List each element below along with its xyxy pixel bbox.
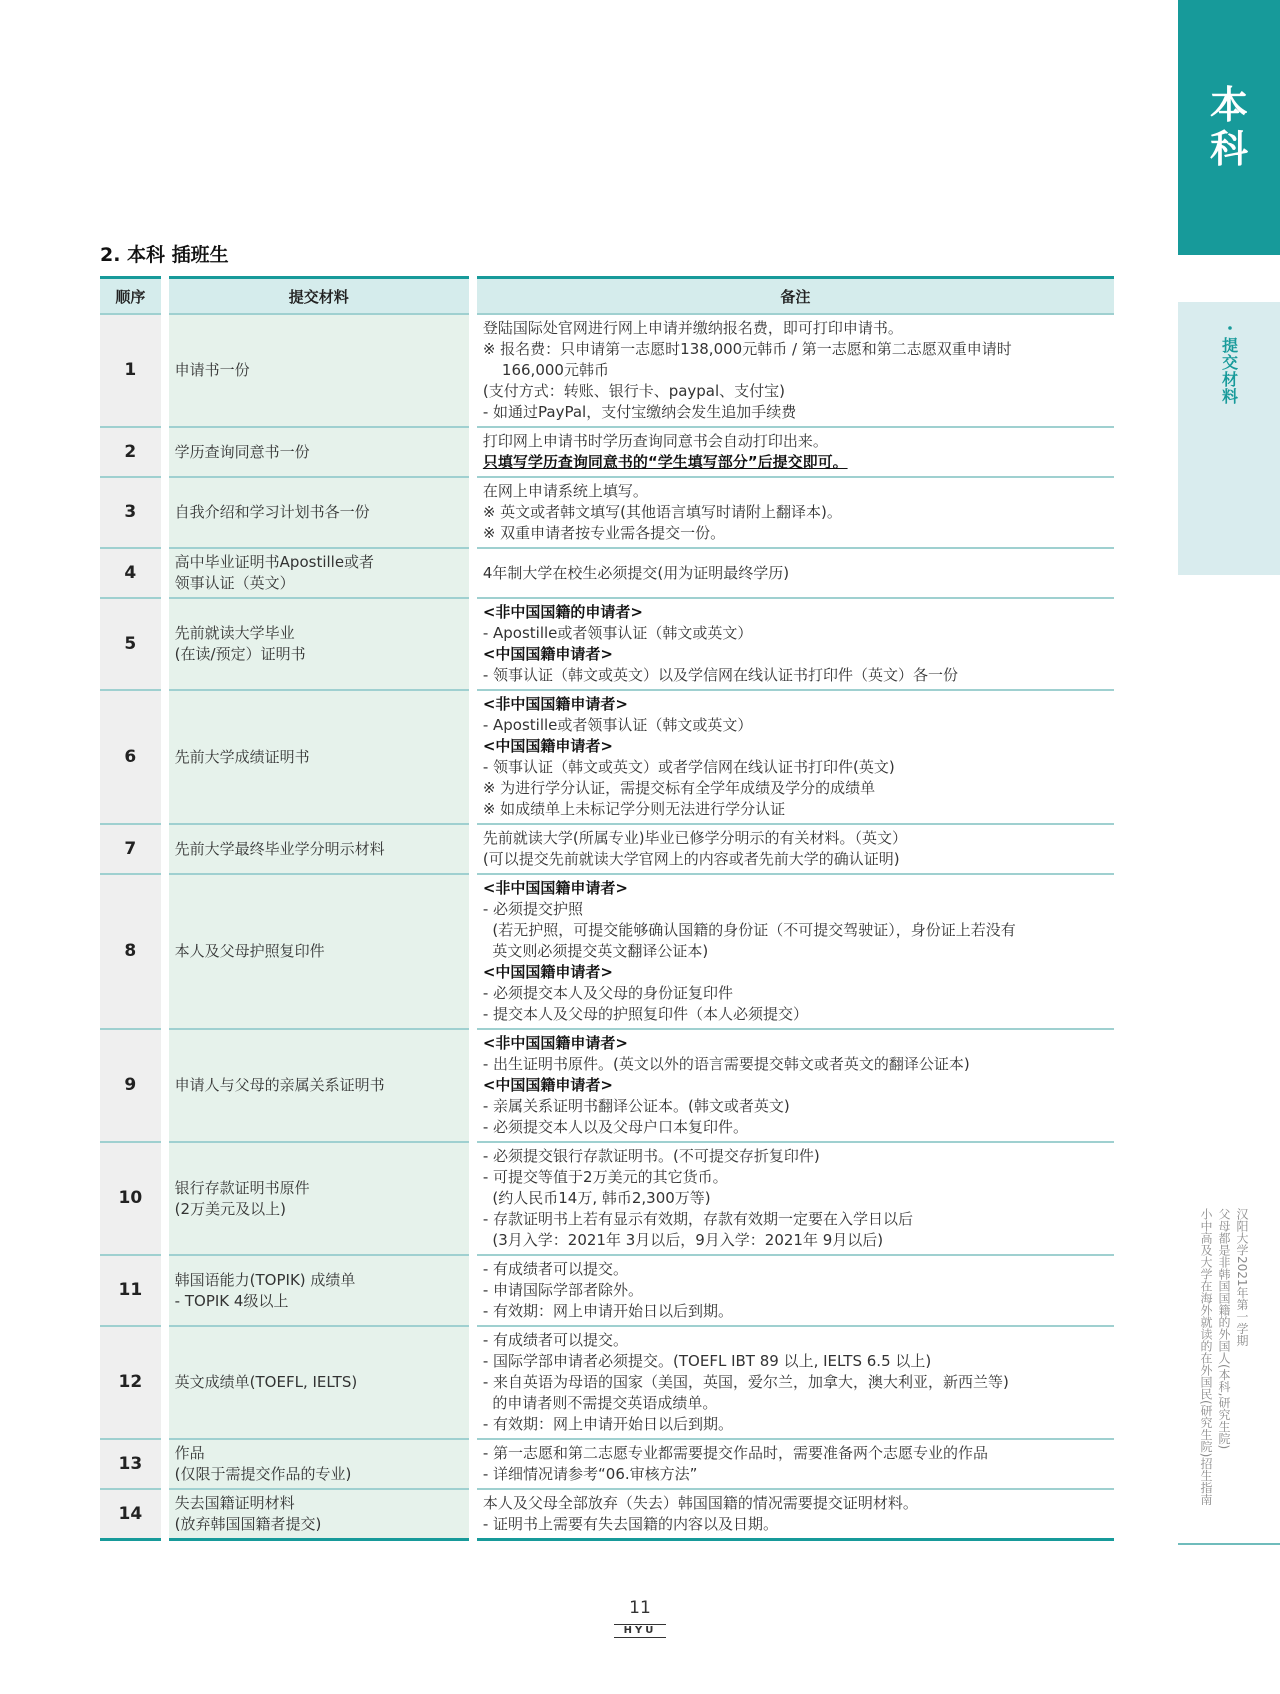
note-line: - 可提交等值于2万美元的其它货币。: [482, 1168, 728, 1186]
note-line: - 申请国际学部者除外。: [482, 1281, 644, 1299]
row-number: 11: [100, 1256, 161, 1327]
note-line: ※ 双重申请者按专业需各提交一份。: [482, 524, 726, 542]
page-number: 11: [629, 1598, 651, 1618]
note-line: - 详细情况请参考“06.审核方法”: [482, 1465, 698, 1483]
note-line: - 有效期：网上申请开始日以后到期。: [482, 1415, 734, 1433]
row-number: 2: [100, 428, 161, 478]
note-line: - 第一志愿和第二志愿专业都需要提交作品时，需要准备两个志愿专业的作品: [482, 1444, 989, 1462]
table-row: [100, 1490, 1114, 1541]
row-number: 14: [100, 1490, 161, 1541]
notes-cell: [477, 478, 1114, 549]
note-line: - 必须提交银行存款证明书。(不可提交存折复印件): [482, 1147, 820, 1165]
note-line: (约人民币14万, 韩币2,300万等): [482, 1189, 711, 1207]
material-cell: [169, 478, 469, 549]
material-line: (放弃韩国国籍者提交): [174, 1515, 322, 1533]
material-line: 学历查询同意书一份: [174, 442, 310, 461]
note-heading: <非中国国籍申请者>: [482, 1034, 628, 1052]
note-line: (支付方式：转账、银行卡、paypal、支付宝): [482, 382, 786, 400]
notes-cell: [477, 1440, 1114, 1490]
note-line: - 亲属关系证明书翻译公证本。(韩文或者英文): [482, 1097, 790, 1115]
note-line: ※ 如成绩单上未标记学分则无法进行学分认证: [482, 800, 786, 818]
material-line: 本人及父母护照复印件: [174, 942, 325, 960]
side-divider: [1178, 1543, 1280, 1545]
side-note-line: 汉阳大学2021年第一学期: [1235, 1208, 1249, 1347]
note-line: - Apostille或者领事认证（韩文或英文）: [482, 716, 753, 734]
row-number: 3: [100, 478, 161, 549]
header-order: 顺序: [100, 276, 161, 315]
note-line: - Apostille或者领事认证（韩文或英文）: [482, 624, 753, 642]
material-line: - TOPIK 4级以上: [174, 1291, 289, 1310]
notes-cell: [477, 428, 1114, 478]
note-line: 的申请者则不需提交英语成绩单。: [482, 1394, 718, 1412]
note-line: - 来自英语为母语的国家（美国，英国，爱尔兰，加拿大，澳大利亚，新西兰等): [482, 1373, 1009, 1391]
page-footer: [0, 1598, 1280, 1638]
material-cell: [169, 1327, 469, 1440]
note-heading: <非中国国籍申请者>: [482, 695, 628, 713]
row-number: 9: [100, 1030, 161, 1143]
material-cell: [169, 428, 469, 478]
note-line: - 证明书上需要有失去国籍的内容以及日期。: [482, 1515, 779, 1533]
notes-cell: [477, 549, 1114, 599]
row-number: 5: [100, 599, 161, 691]
table-row: [100, 1143, 1114, 1256]
note-line: (3月入学：2021年 3月以后，9月入学：2021年 9月以后): [482, 1231, 884, 1249]
notes-cell: [477, 1490, 1114, 1541]
note-line: - 必须提交护照: [482, 900, 584, 918]
material-line: 领事认证（英文）: [174, 574, 295, 592]
side-note-line: 小中高及大学在海外就读的在外国民(研究生院)招生指南: [1199, 1208, 1213, 1506]
material-cell: [169, 1030, 469, 1143]
note-line: - 出生证明书原件。(英文以外的语言需要提交韩文或者英文的翻译公证本): [482, 1055, 970, 1073]
table-row: [100, 875, 1114, 1030]
notes-cell: [477, 875, 1114, 1030]
notes-cell: [477, 1030, 1114, 1143]
material-line: 失去国籍证明材料: [174, 1494, 295, 1512]
material-line: (2万美元及以上): [174, 1199, 286, 1218]
requirements-table: [92, 276, 1122, 1541]
note-line: 登陆国际处官网进行网上申请并缴纳报名费，即可打印申请书。: [482, 319, 903, 337]
note-line: - 提交本人及父母的护照复印件（本人必须提交）: [482, 1005, 809, 1023]
note-line: - 有成绩者可以提交。: [482, 1331, 629, 1349]
table-row: [100, 691, 1114, 825]
material-line: 申请人与父母的亲属关系证明书: [174, 1076, 385, 1094]
table-row: [100, 1440, 1114, 1490]
material-line: (仅限于需提交作品的专业): [174, 1465, 352, 1483]
note-heading: <中国国籍申请者>: [482, 645, 613, 663]
note-line: 英文则必须提交英文翻译公证本): [482, 942, 709, 960]
tab-char: 科: [1209, 126, 1248, 171]
note-line: - 领事认证（韩文或英文）以及学信网在线认证书打印件（英文）各一份: [482, 666, 959, 684]
side-note-line: 父母都是非韩国国籍的外国人(本科,研究生院): [1217, 1208, 1231, 1450]
notes-cell: [477, 1143, 1114, 1256]
notes-cell: [477, 691, 1114, 825]
material-cell: [169, 1143, 469, 1256]
table-row: [100, 825, 1114, 875]
material-line: 先前大学最终毕业学分明示材料: [174, 839, 385, 858]
note-heading: <中国国籍申请者>: [482, 737, 613, 755]
note-line: - 有效期：网上申请开始日以后到期。: [482, 1302, 734, 1320]
section-title: 2. 本科 插班生: [100, 244, 229, 266]
row-number: 6: [100, 691, 161, 825]
material-line: (在读/预定）证明书: [174, 645, 306, 663]
note-line: 先前就读大学(所属专业)毕业已修学分明示的有关材料。（英文）: [482, 829, 908, 847]
table-row: [100, 1256, 1114, 1327]
note-line: 166,000元韩币: [482, 361, 609, 379]
side-note: [1188, 1208, 1248, 1526]
table-row: [100, 428, 1114, 478]
row-number: 13: [100, 1440, 161, 1490]
material-line: 申请书一份: [174, 361, 250, 379]
material-line: 英文成绩单(TOEFL, IELTS): [174, 1373, 358, 1391]
notes-cell: [477, 1256, 1114, 1327]
table-row: [100, 1327, 1114, 1440]
note-line: - 国际学部申请者必须提交。(TOEFL IBT 89 以上, IELTS 6.5 以上): [482, 1352, 932, 1370]
note-line: 只填写学历查询同意书的“学生填写部分”后提交即可。: [482, 453, 848, 471]
notes-cell: [477, 1327, 1114, 1440]
material-cell: [169, 825, 469, 875]
note-heading: <非中国国籍申请者>: [482, 879, 628, 897]
material-cell: [169, 1490, 469, 1541]
note-line: ※ 为进行学分认证，需提交标有全学年成绩及学分的成绩单: [482, 779, 876, 797]
header-notes: 备注: [477, 276, 1114, 315]
material-line: 先前就读大学毕业: [174, 624, 295, 642]
tab-char: 本: [1209, 82, 1248, 127]
note-heading: <中国国籍申请者>: [482, 1076, 613, 1094]
note-line: (若无护照，可提交能够确认国籍的身份证（不可提交驾驶证），身份证上若没有: [482, 921, 1016, 939]
note-line: - 领事认证（韩文或英文）或者学信网在线认证书打印件(英文): [482, 758, 895, 776]
row-number: 10: [100, 1143, 161, 1256]
row-number: 8: [100, 875, 161, 1030]
material-line: 作品: [174, 1444, 205, 1462]
table-header-row: [100, 276, 1114, 315]
material-cell: [169, 1440, 469, 1490]
note-heading: <非中国国籍的申请者>: [482, 603, 643, 621]
notes-cell: [477, 599, 1114, 691]
row-number: 4: [100, 549, 161, 599]
header-material: 提交材料: [169, 276, 469, 315]
material-cell: [169, 691, 469, 825]
table-row: [100, 478, 1114, 549]
section-tab-submission: [1178, 302, 1280, 575]
note-line: - 有成绩者可以提交。: [482, 1260, 629, 1278]
note-line: - 必须提交本人及父母的身份证复印件: [482, 984, 734, 1002]
table-row: [100, 599, 1114, 691]
notes-cell: [477, 825, 1114, 875]
material-cell: [169, 549, 469, 599]
note-line: - 如通过PayPal，支付宝缴纳会发生追加手续费: [482, 403, 797, 421]
note-line: (可以提交先前就读大学官网上的内容或者先前大学的确认证明): [482, 850, 900, 868]
material-line: 自我介绍和学习计划书各一份: [174, 503, 370, 521]
row-number: 12: [100, 1327, 161, 1440]
note-line: ※ 英文或者韩文填写(其他语言填写时请附上翻译本)。: [482, 503, 842, 521]
note-line: ※ 报名费：只申请第一志愿时138,000元韩币 / 第一志愿和第二志愿双重申请时: [482, 340, 1012, 358]
note-line: 打印网上申请书时学历查询同意书会自动打印出来。: [482, 432, 828, 450]
note-line: - 必须提交本人以及父母户口本复印件。: [482, 1118, 749, 1136]
material-line: 韩国语能力(TOPIK) 成绩单: [174, 1270, 356, 1289]
note-line: - 存款证明书上若有显示有效期，存款有效期一定要在入学日以后: [482, 1210, 914, 1228]
hyu-logo: HYU: [614, 1624, 667, 1638]
note-line: 在网上申请系统上填写。: [482, 482, 648, 500]
tab-sub-label: ・提交材料: [1219, 320, 1239, 405]
material-line: 高中毕业证明书Apostille或者: [174, 553, 375, 571]
material-cell: [169, 1256, 469, 1327]
material-cell: [169, 315, 469, 428]
note-heading: <中国国籍申请者>: [482, 963, 613, 981]
row-number: 7: [100, 825, 161, 875]
notes-cell: [477, 315, 1114, 428]
table-row: [100, 549, 1114, 599]
table-row: [100, 315, 1114, 428]
material-line: 先前大学成绩证明书: [174, 747, 310, 766]
section-tab-undergraduate: [1178, 0, 1280, 255]
material-line: 银行存款证明书原件: [174, 1178, 310, 1197]
note-line: 4年制大学在校生必须提交(用为证明最终学历): [482, 563, 790, 582]
table-row: [100, 1030, 1114, 1143]
row-number: 1: [100, 315, 161, 428]
material-cell: [169, 875, 469, 1030]
note-line: 本人及父母全部放弃（失去）韩国国籍的情况需要提交证明材料。: [482, 1494, 918, 1512]
material-cell: [169, 599, 469, 691]
